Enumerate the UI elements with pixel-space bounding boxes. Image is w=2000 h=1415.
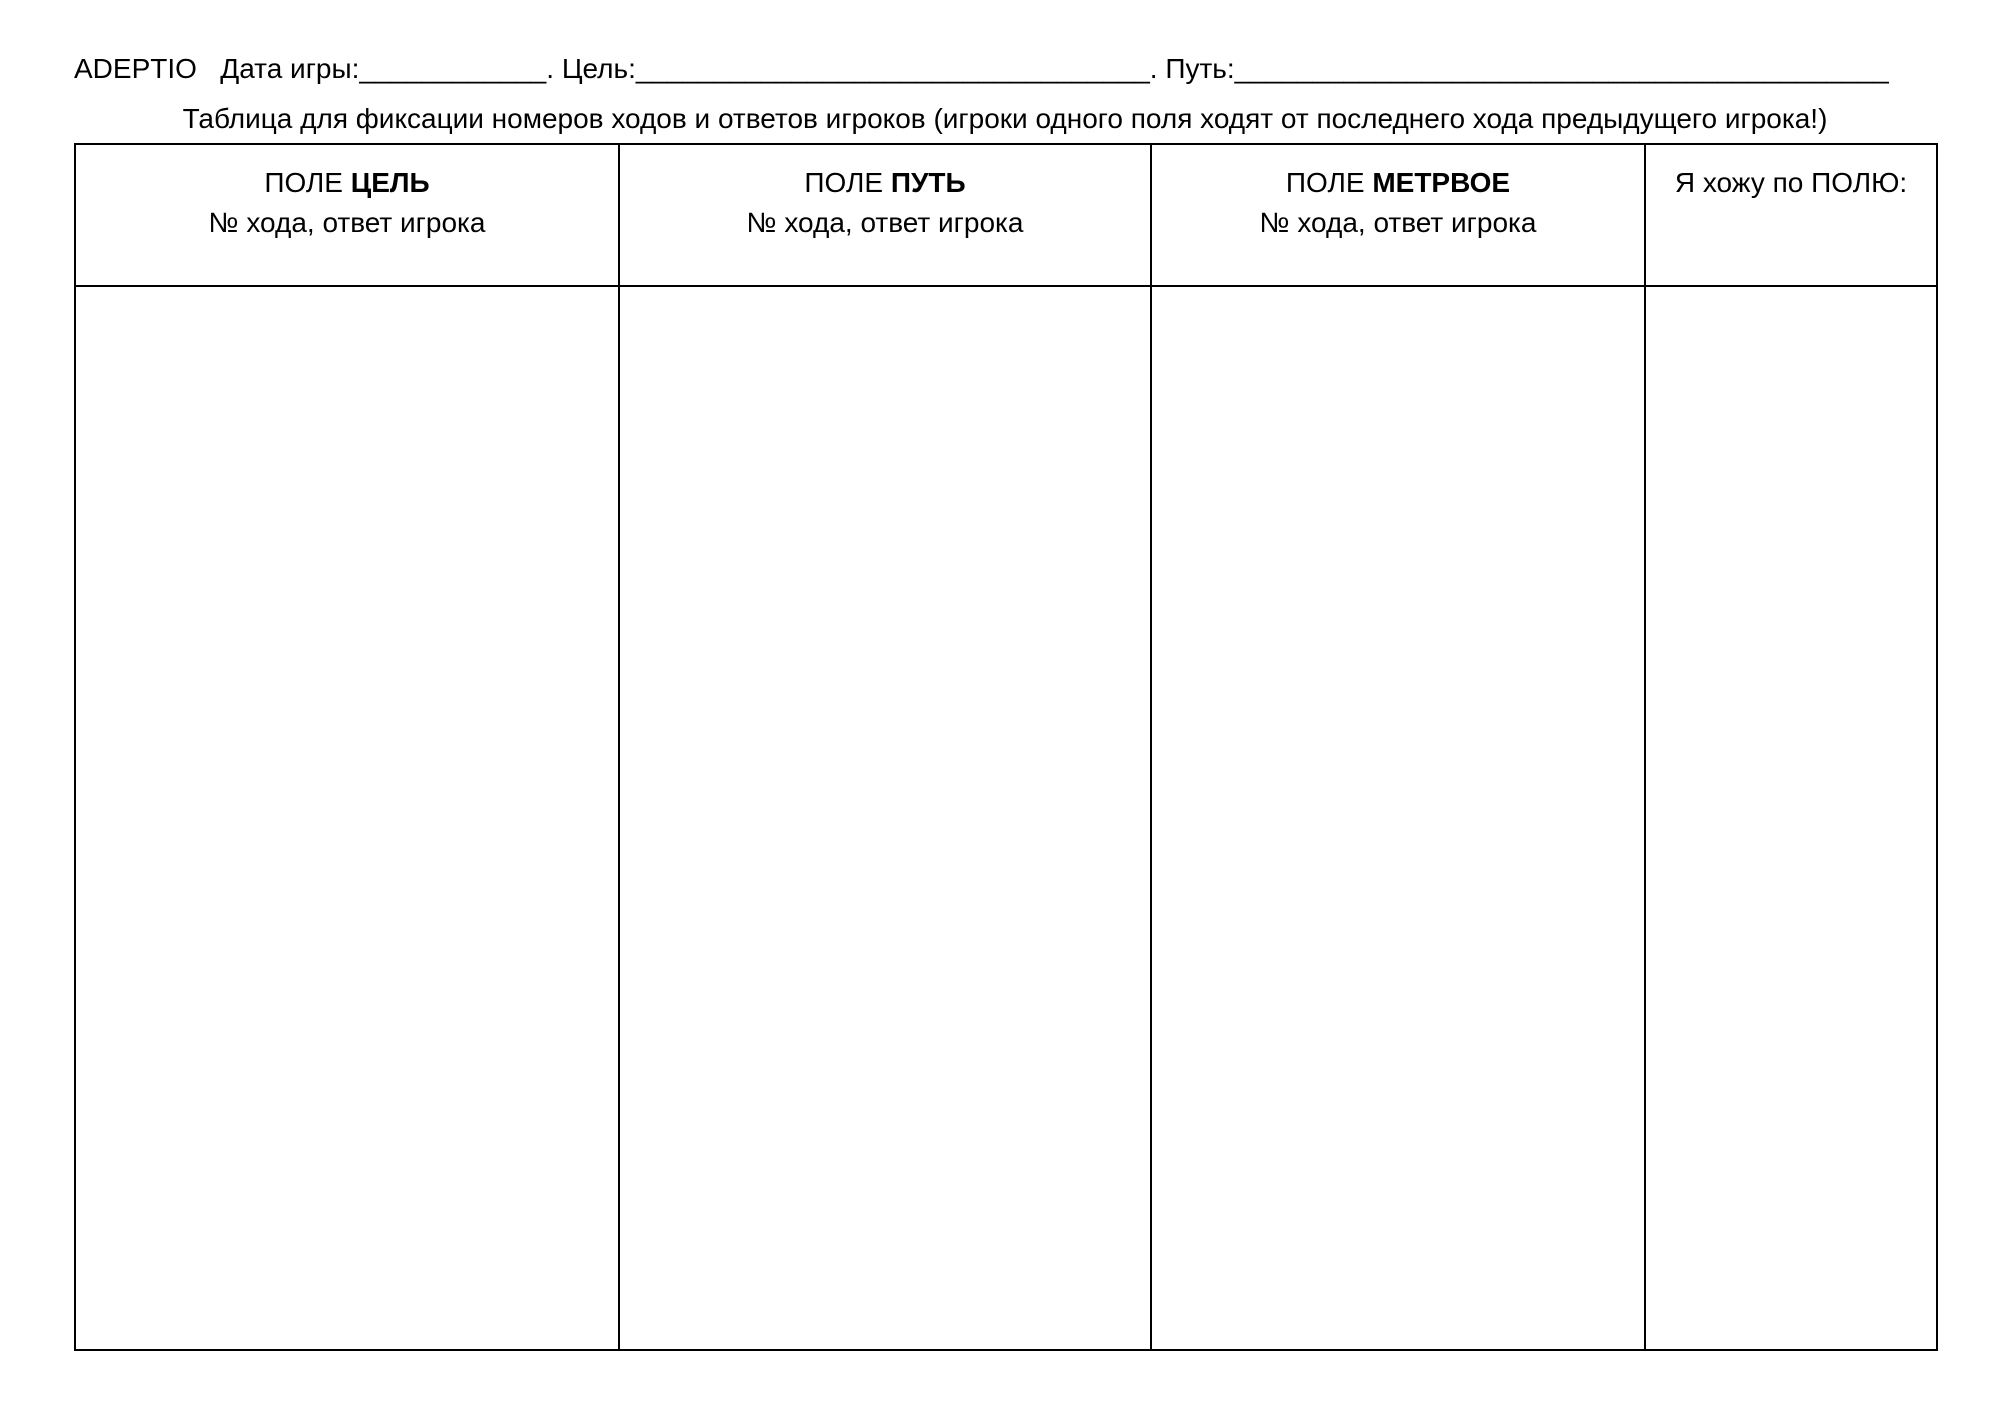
- form-header: [74, 52, 1889, 86]
- column-caption: № хода, ответ игрока: [1259, 207, 1537, 238]
- path-label: . Путь:: [1149, 53, 1235, 84]
- goal-entries-cell[interactable]: [75, 286, 619, 1350]
- goal-label: . Цель:: [546, 53, 636, 84]
- column-caption: № хода, ответ игрока: [746, 207, 1024, 238]
- moves-record-table: [74, 143, 1938, 1351]
- column-prefix: ПОЛЕ: [264, 167, 351, 198]
- table-body-row: [75, 286, 1937, 1350]
- goal-blank[interactable]: _________________________________: [635, 53, 1150, 84]
- column-header-goal: [75, 144, 619, 286]
- my-field-entries-cell[interactable]: [1645, 286, 1937, 1350]
- column-caption: № хода, ответ игрока: [208, 207, 486, 238]
- column-header-my-field: [1645, 144, 1937, 286]
- dead-entries-cell[interactable]: [1151, 286, 1645, 1350]
- path-blank[interactable]: __________________________________________: [1234, 53, 1889, 84]
- column-label: Я хожу по ПОЛЮ:: [1674, 167, 1908, 198]
- column-field-name: МЕТРВОЕ: [1372, 167, 1511, 198]
- column-field-name: ЦЕЛЬ: [350, 167, 430, 198]
- brand-name: ADEPTIO: [74, 53, 197, 84]
- column-field-name: ПУТЬ: [890, 167, 966, 198]
- game-date-label: Дата игры:: [220, 53, 360, 84]
- column-header-dead: [1151, 144, 1645, 286]
- column-header-path: [619, 144, 1151, 286]
- game-date-blank[interactable]: ____________: [359, 53, 547, 84]
- column-prefix: ПОЛЕ: [1285, 167, 1373, 198]
- column-prefix: ПОЛЕ: [804, 167, 891, 198]
- table-header-row: [75, 144, 1937, 286]
- table-description: Таблица для фиксации номеров ходов и ответов игроков (игроки одного поля ходят от последнего хода предыдущего игрока!): [182, 103, 1828, 134]
- path-entries-cell[interactable]: [619, 286, 1151, 1350]
